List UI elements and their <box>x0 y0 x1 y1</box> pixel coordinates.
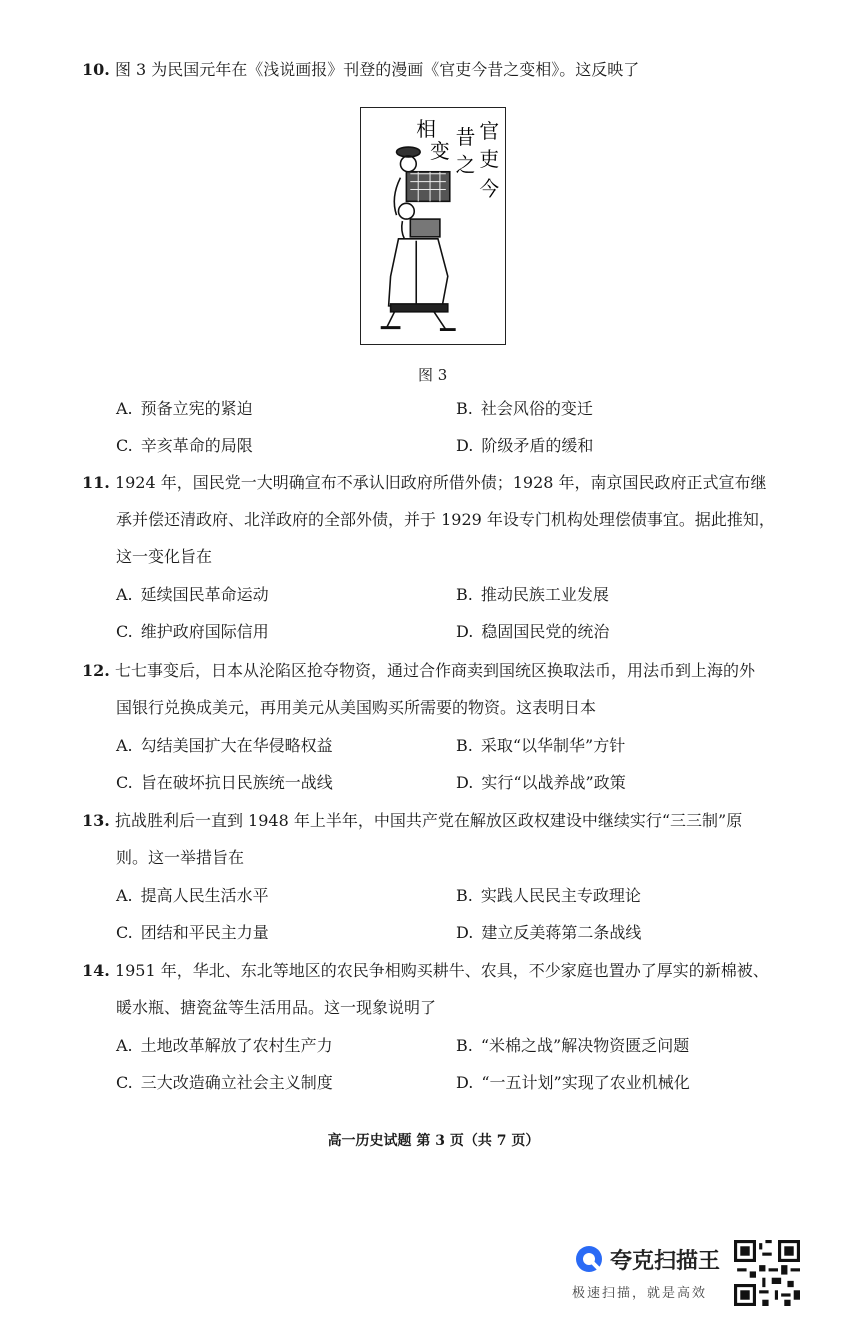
figure-title-char: 之 <box>455 153 476 177</box>
question-number: 14. <box>82 961 110 980</box>
question-number: 13. <box>82 811 110 830</box>
option-a: A. 提高人民生活水平 <box>116 886 269 905</box>
option-a: A. 勾结美国扩大在华侵略权益 <box>116 736 333 755</box>
option-a: A. 土地改革解放了农村生产力 <box>116 1036 333 1055</box>
option-a: A. 预备立宪的紧迫 <box>116 399 253 418</box>
options-q13 <box>116 877 796 951</box>
option-d: D. 建立反美蒋第二条战线 <box>456 923 642 942</box>
question-10 <box>82 51 792 88</box>
cartoon-figure <box>360 107 506 345</box>
question-11: 11. 1924 年，国民党一大明确宣布不承认旧政府所借外债；1928 年，南京国民政府正式宣布继 承并偿还清政府、北洋政府的全部外债，并于 1929 年设专门机构处理偿债事宜。据此推知， 这一变化旨在 <box>82 473 775 566</box>
options-q14 <box>116 1027 796 1101</box>
question-number: 11. <box>82 473 110 492</box>
figure-title-char: 今 <box>479 177 500 201</box>
figure-title-char: 吏 <box>479 147 500 171</box>
figure-title-char: 相 <box>416 118 436 142</box>
option-d: D. “一五计划”实现了农业机械化 <box>456 1073 690 1092</box>
option-d: D. 阶级矛盾的缓和 <box>456 436 594 455</box>
option-c: C. 辛亥革命的局限 <box>116 436 253 455</box>
figure-title-char: 昔 <box>455 126 476 150</box>
option-b: B. 社会风俗的变迁 <box>456 399 593 418</box>
options-q10 <box>116 390 796 464</box>
watermark-slogan: 极速扫描，就是高效 <box>572 1286 708 1301</box>
option-b: B. 推动民族工业发展 <box>456 585 609 604</box>
figure-title-char: 变 <box>430 139 450 163</box>
question-stem-line: 10. 图 3 为民国元年在《浅说画报》刊登的漫画《官吏今昔之变相》。这反映了 <box>82 60 640 79</box>
question-number: 10. <box>82 60 110 79</box>
watermark-name: 夸克扫描王 <box>610 1249 721 1274</box>
question-14: 14. 1951 年，华北、东北等地区的农民争相购买耕牛、农具，不少家庭也置办了厚实的新棉被、 暖水瓶、搪瓷盆等生活用品。这一现象说明了 <box>82 961 769 1017</box>
figure-caption: 图 3 <box>418 366 448 384</box>
question-number: 12. <box>82 661 110 680</box>
option-b: B. “米棉之战”解决物资匮乏问题 <box>456 1036 690 1055</box>
option-a: A. 延续国民革命运动 <box>116 585 269 604</box>
figure-title-char: 官 <box>479 120 500 144</box>
option-d: D. 实行“以战养战”政策 <box>456 773 626 792</box>
options-q11 <box>116 576 796 650</box>
option-b: B. 采取“以华制华”方针 <box>456 736 626 755</box>
cartoon-illustration <box>361 108 505 344</box>
option-c: C. 三大改造确立社会主义制度 <box>116 1073 333 1092</box>
qr-code-icon <box>734 1240 800 1306</box>
option-d: D. 稳固国民党的统治 <box>456 622 610 641</box>
quark-logo-icon <box>574 1244 604 1274</box>
scanner-watermark <box>570 1238 730 1306</box>
question-12: 12. 七七事变后，日本从沦陷区抢夺物资，通过合作商卖到国统区换取法币，用法币到上海的外 国银行兑换成美元，再用美元从美国购买所需要的物资。这表明日本 <box>82 661 755 717</box>
option-c: C. 旨在破坏抗日民族统一战线 <box>116 773 333 792</box>
option-c: C. 维护政府国际信用 <box>116 622 269 641</box>
option-b: B. 实践人民民主专政理论 <box>456 886 641 905</box>
page-footer: 高一历史试题 第 3 页（共 7 页） <box>327 1133 540 1149</box>
options-q12 <box>116 727 796 801</box>
option-c: C. 团结和平民主力量 <box>116 923 269 942</box>
question-13: 13. 抗战胜利后一直到 1948 年上半年，中国共产党在解放区政权建设中继续实行“三三制”原 则。这一举措旨在 <box>82 811 743 867</box>
